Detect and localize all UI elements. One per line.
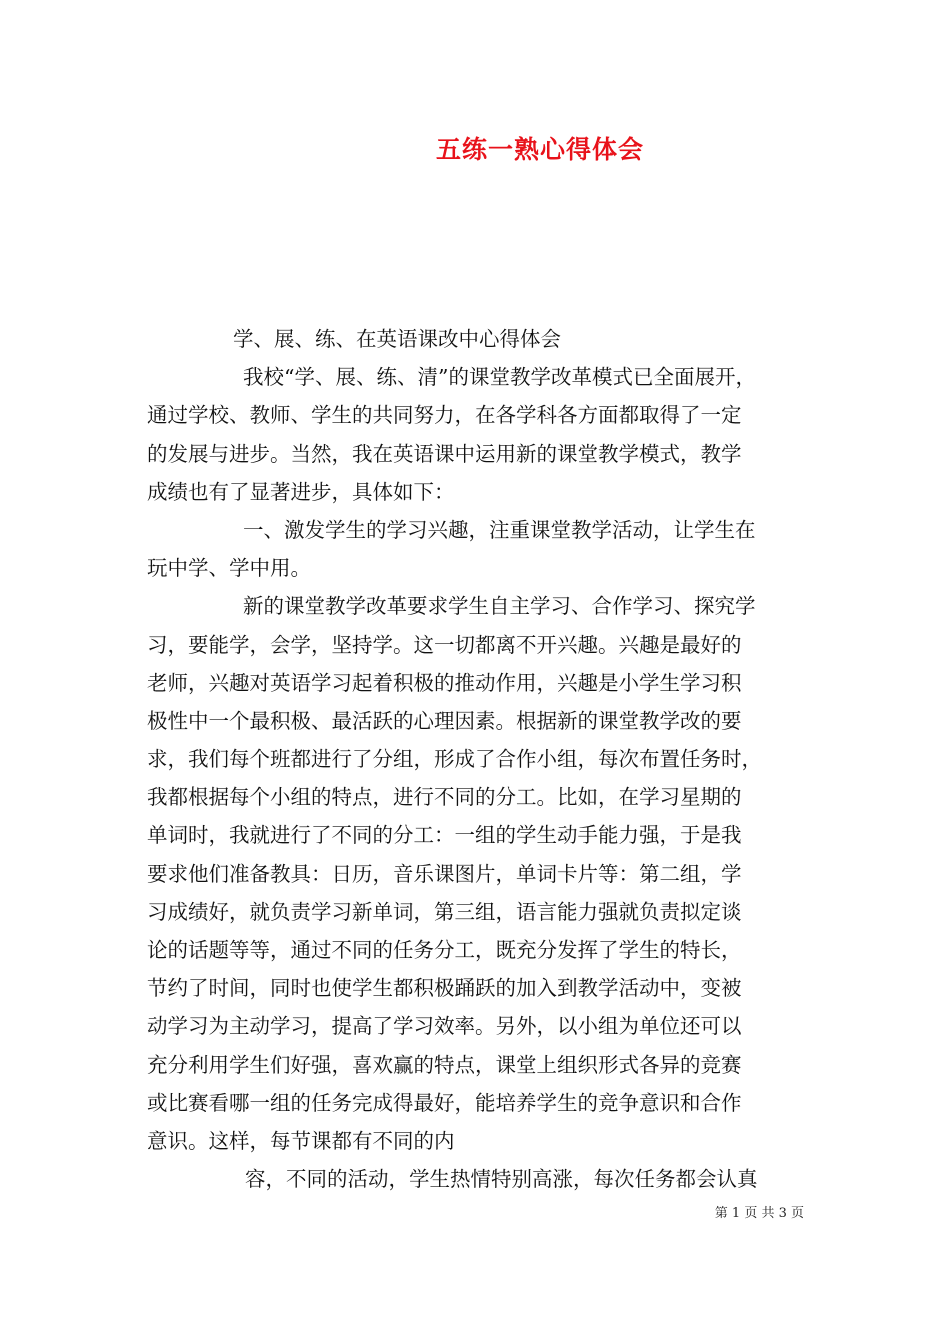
paragraph-line: 我都根据每个小组的特点，进行不同的分工。比如，在学习星期的	[147, 785, 742, 810]
paragraph-line: 我校“学、展、练、清”的课堂教学改革模式已全面展开，	[243, 365, 756, 390]
paragraph-line: 论的话题等等，通过不同的任务分工，既充分发挥了学生的特长，	[147, 938, 742, 962]
section-heading-line: 一、激发学生的学习兴趣，注重课堂教学活动，让学生在	[243, 517, 756, 542]
page-indicator: 第 1 页 共 3 页	[714, 1206, 804, 1221]
document-subtitle: 学、展、练、在英语课改中心得体会	[233, 327, 561, 351]
paragraph-line: 新的课堂教学改革要求学生自主学习、合作学习、探究学	[243, 594, 756, 619]
paragraph-line: 容，不同的活动，学生热情特别高涨，每次任务都会认真	[245, 1167, 758, 1192]
paragraph-line: 求，我们每个班都进行了分组，形成了合作小组，每次布置任务时，	[147, 747, 762, 772]
paragraph-line: 的发展与进步。当然，我在英语课中运用新的课堂教学模式，教学	[147, 441, 742, 466]
paragraph-line: 成绩也有了显著进步，具体如下：	[147, 479, 455, 504]
paragraph-line: 老师，兴趣对英语学习起着积极的推动作用，兴趣是小学生学习积	[147, 670, 742, 695]
document-title: 五练一熟心得体会	[435, 135, 644, 164]
paragraph-line: 单词时，我就进行了不同的分工：一组的学生动手能力强，于是我	[147, 823, 742, 848]
paragraph-line: 动学习为主动学习，提高了学习效率。另外，以小组为单位还可以	[147, 1014, 742, 1039]
document-body	[147, 320, 813, 1198]
paragraph-line: 充分利用学生们好强，喜欢赢的特点，课堂上组织形式各异的竞赛	[147, 1052, 742, 1077]
paragraph-line: 要求他们准备教具：日历，音乐课图片，单词卡片等：第二组，学	[147, 861, 742, 886]
paragraph-line: 习，要能学，会学，坚持学。这一切都离不开兴趣。兴趣是最好的	[147, 632, 742, 657]
paragraph-line: 通过学校、教师、学生的共同努力，在各学科各方面都取得了一定	[147, 403, 742, 428]
paragraph-line: 极性中一个最积极、最活跃的心理因素。根据新的课堂教学改的要	[147, 708, 742, 733]
section-heading-line: 玩中学、学中用。	[147, 556, 311, 581]
paragraph-line: 节约了时间，同时也使学生都积极踊跃的加入到教学活动中，变被	[147, 976, 742, 1001]
paragraph-line: 意识。这样，每节课都有不同的内	[147, 1128, 455, 1153]
paragraph-line: 习成绩好，就负责学习新单词，第三组，语言能力强就负责拟定谈	[147, 899, 742, 924]
paragraph-line: 或比赛看哪一组的任务完成得最好，能培养学生的竞争意识和合作	[147, 1090, 742, 1115]
